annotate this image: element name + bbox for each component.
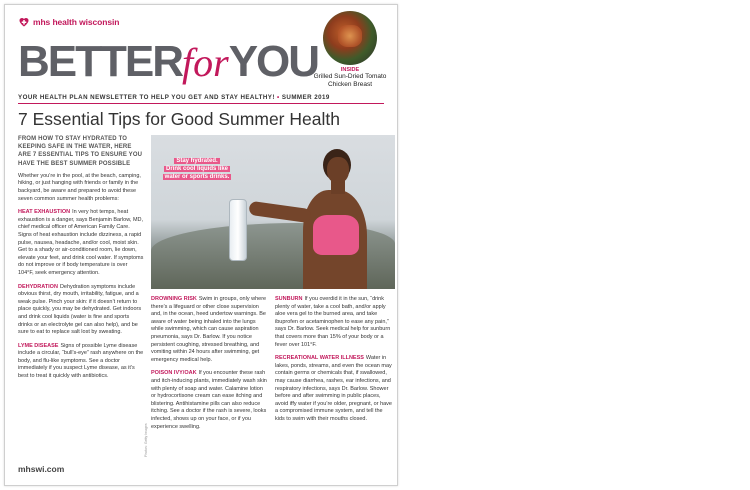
tagline-separator: • — [277, 94, 280, 101]
column-left — [18, 135, 144, 387]
tip-title: DEHYDRATION — [18, 283, 58, 290]
masthead-you: YOU — [228, 37, 319, 86]
tip-title: POISON IVY/OAK — [151, 370, 197, 377]
tip-body: Water in lakes, ponds, streams, and even the ocean may contain germs or chemicals that, if swallowed, may cause diarrhea, rashes, ear infections, and respiratory infections, says Dr. Barlow. Shower before and after swimming in public places, avoid iffy water if you’re older, pregnant, or have a compromised immune system, and tell the kids to swim with their mouths closed. — [275, 355, 392, 422]
column-middle — [151, 296, 269, 437]
tip-title: RECREATIONAL WATER ILLNESS — [275, 355, 364, 362]
tip-body: If you overdid it in the sun, “drink plenty of water, take a cool bath, and/or apply aloe vera gel to the burned area, and take ibuprofen or acetaminophen to ease any pain,” says Dr. Barlow. Seek medical help for sunburn that covers more than 15% of your body or a fever over 101°F. — [275, 296, 391, 348]
callout-line-2: Drink cool liquids like — [165, 166, 228, 172]
tip-title: LYME DISEASE — [18, 342, 59, 349]
photo-runner-arm — [248, 201, 311, 223]
callout-line-1: Stay hydrated. — [176, 158, 218, 164]
article-headline: 7 Essential Tips for Good Summer Health — [18, 109, 340, 129]
photo-runner-face — [327, 157, 349, 183]
photo-credit: Photos: Getty Images — [144, 423, 148, 457]
water-bottle-icon — [229, 199, 247, 261]
tagline-issue: SUMMER 2019 — [281, 94, 330, 101]
tagline-main: YOUR HEALTH PLAN NEWSLETTER TO HELP YOU GET AND STAY HEALTHY! — [18, 94, 275, 101]
tip-drowning-risk — [151, 296, 269, 364]
tip-body: Signs of possible Lyme disease include a circular, “bull’s-eye” rash anywhere on the body, and flu-like symptoms. See a doctor immediately if you suspect Lyme disease, as it’s best to treat it quickly with antibiotics. — [18, 342, 144, 380]
masthead-for: for — [182, 40, 229, 85]
tip-lyme-disease — [18, 343, 144, 381]
brand-name: mhs health wisconsin — [33, 16, 120, 27]
tip-body: In very hot temps, heat exhaustion is a danger, says Benjamin Barlow, MD, chief medical officer of American Family Care. Signs of heat exhaustion include dizziness, a rapid pulse, nausea, headache, and/or cool, moist skin. Get to a shady or air-conditioned room, lie down, elevate your feet, and drink cool water. If symptoms do not improve or if body temperature is over 104°F, seek emergency attention. — [18, 209, 144, 276]
header-divider — [18, 103, 384, 104]
intro-deck: FROM HOW TO STAY HYDRATED TO KEEPING SAFE IN THE WATER, HERE ARE 7 ESSENTIAL TIPS TO ENSURE YOU HAVE THE BEST SUMMER POSSIBLE — [18, 136, 143, 167]
masthead-better: BETTER — [18, 37, 182, 86]
inside-teaser[interactable] — [307, 11, 393, 88]
tip-heat-exhaustion — [18, 209, 144, 277]
inside-title: Grilled Sun-Dried Tomato Chicken Breast — [313, 73, 387, 88]
tip-body: If you encounter these rash and itch-inducing plants, immediately wash skin with plenty of soap and water. Calamine lotion or hydrocortisone cream can ease itching and blistering. Antihistamine pills can also reduce itching. See a doctor if the rash is severe, looks infected, shows up on your face, or if you experience swelling. — [151, 370, 267, 430]
callout-line-3: water or sports drinks. — [164, 174, 230, 180]
photo-runner-top — [313, 215, 359, 255]
tip-title: DROWNING RISK — [151, 296, 197, 302]
tip-dehydration — [18, 284, 144, 337]
heart-icon — [18, 16, 30, 28]
tip-poison-ivy-oak — [151, 370, 269, 431]
tip-title: HEAT EXHAUSTION — [18, 209, 71, 216]
column-right — [275, 296, 393, 430]
inside-label: INSIDE — [340, 67, 360, 73]
photo-callout — [155, 157, 239, 181]
hydration-photo — [151, 135, 395, 289]
lead-paragraph: Whether you’re in the pool, at the beach, camping, hiking, or just hanging with friends or family in the backyard, be aware and prepared to avoid these seven common summer health problems: — [18, 172, 141, 202]
tip-body: Swim in groups, only where there’s a lifeguard or other close supervision and, in the ocean, heed undertow warnings. Be aware of water being inhaled into the lungs while swimming, which can cause aspiration pneumonia, says Dr. Barlow. If you notice persistent coughing, stressed breathing, and vomiting within 24 hours after swimming, get emergency medical help. — [151, 296, 267, 363]
food-photo — [323, 11, 377, 65]
newsletter-page — [4, 4, 398, 486]
tip-title: SUNBURN — [275, 296, 303, 302]
tip-body: Dehydration symptoms include obvious thirst, dry mouth, irritability, fatigue, and a weak pulse. Pinch your skin: if it doesn’t return to place quickly, you may be dehydrated. Get indoors and drink cool liquids (water is fine and sports drinks or an electrolyte gel can also help), and be sure to eat to replace salt lost by sweating. — [18, 283, 142, 336]
tagline — [18, 94, 384, 101]
footer-url[interactable]: mhswi.com — [18, 464, 65, 474]
tip-sunburn — [275, 296, 393, 349]
tip-recreational-water-illness — [275, 355, 393, 423]
